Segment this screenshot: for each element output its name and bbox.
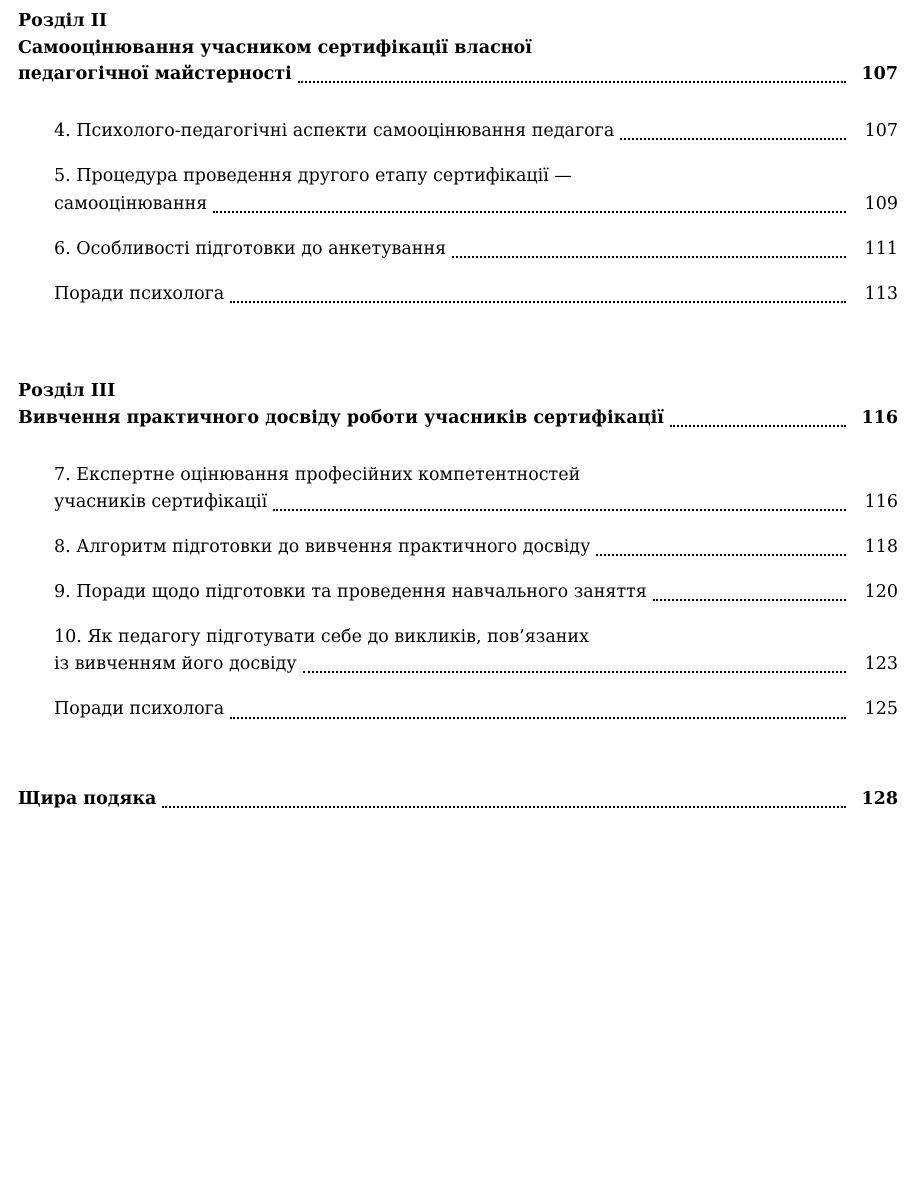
toc-item-label: Поради психолога bbox=[54, 283, 225, 304]
spacer bbox=[18, 218, 898, 236]
toc-item-page: 128 bbox=[861, 788, 898, 809]
section-heading-rozdil-2 bbox=[18, 8, 898, 88]
toc-item-porady-psyhologa-1[interactable] bbox=[54, 281, 898, 308]
dot-leader bbox=[620, 138, 846, 140]
toc-item-page: 120 bbox=[864, 582, 898, 603]
dot-leader bbox=[230, 717, 846, 719]
toc-item-label: 9. Поради щодо підготовки та проведення навчального заняття bbox=[54, 582, 647, 603]
toc-item-page: 109 bbox=[864, 193, 898, 214]
toc-item-page: 118 bbox=[864, 536, 898, 557]
toc-item-page: 123 bbox=[864, 654, 898, 675]
toc-item-last-line bbox=[54, 191, 898, 218]
dot-leader bbox=[653, 599, 846, 601]
toc-item-final-thanks[interactable] bbox=[18, 786, 898, 813]
section-page-number: 107 bbox=[861, 64, 898, 85]
section-page-number: 116 bbox=[861, 407, 898, 428]
section-heading-line-1: Розділ III bbox=[18, 380, 116, 401]
dot-leader bbox=[303, 671, 846, 673]
spacer bbox=[18, 516, 898, 534]
spacer bbox=[18, 561, 898, 579]
dot-leader bbox=[670, 425, 846, 427]
toc-item-label: Щира подяка bbox=[18, 788, 157, 809]
toc-item-label-line-2: самооцінювання bbox=[54, 193, 208, 214]
table-of-contents bbox=[18, 8, 898, 813]
toc-item-label-line-1: 10. Як педагогу підготувати себе до викликів, пов’язаних bbox=[54, 627, 589, 648]
spacer bbox=[18, 263, 898, 281]
toc-item-page: 113 bbox=[864, 283, 898, 304]
toc-item-9[interactable] bbox=[54, 579, 898, 606]
section-heading-lines bbox=[18, 8, 898, 61]
dot-leader bbox=[273, 509, 846, 511]
toc-item-label: Поради психолога bbox=[54, 699, 225, 720]
spacer bbox=[18, 88, 898, 118]
dot-leader bbox=[213, 211, 846, 213]
toc-item-label: 8. Алгоритм підготовки до вивчення практичного досвіду bbox=[54, 536, 591, 557]
toc-item-label: 6. Особливості підготовки до анкетування bbox=[54, 238, 447, 259]
toc-item-page: 125 bbox=[864, 699, 898, 720]
toc-item-porady-psyhologa-2[interactable] bbox=[54, 696, 898, 723]
dot-leader bbox=[298, 81, 846, 83]
toc-item-label: 4. Психолого-педагогічні аспекти самооцінювання педагога bbox=[54, 121, 615, 142]
section-heading-lines bbox=[18, 378, 898, 405]
section-heading-last-line bbox=[18, 61, 898, 88]
toc-item-page: 116 bbox=[864, 491, 898, 512]
toc-item-label-line-1: 7. Експертне оцінювання професійних компетентностей bbox=[54, 464, 581, 485]
spacer bbox=[18, 432, 898, 462]
toc-item-label-line-2: учасників сертифікації bbox=[54, 491, 268, 512]
dot-leader bbox=[452, 256, 846, 258]
spacer bbox=[18, 678, 898, 696]
toc-item-10[interactable] bbox=[54, 624, 898, 678]
section-heading-line-2: Вивчення практичного досвіду роботи учасників сертифікації bbox=[18, 407, 664, 428]
toc-item-6[interactable] bbox=[54, 236, 898, 263]
toc-item-8[interactable] bbox=[54, 534, 898, 561]
toc-item-last-line bbox=[54, 489, 898, 516]
toc-item-last-line bbox=[54, 651, 898, 678]
toc-item-4[interactable] bbox=[54, 118, 898, 145]
section-heading-line-3: педагогічної майстерності bbox=[18, 64, 292, 85]
spacer bbox=[18, 606, 898, 624]
toc-item-page: 107 bbox=[864, 121, 898, 142]
section-heading-line-1: Розділ II bbox=[18, 11, 108, 31]
section-heading-rozdil-3 bbox=[18, 378, 898, 432]
dot-leader bbox=[230, 301, 846, 303]
toc-item-label-line-1: 5. Процедура проведення другого етапу сертифікації — bbox=[54, 166, 572, 187]
spacer bbox=[18, 724, 898, 786]
dot-leader bbox=[162, 806, 846, 808]
dot-leader bbox=[596, 554, 846, 556]
toc-item-5[interactable] bbox=[54, 163, 898, 217]
section-heading-last-line bbox=[18, 405, 898, 432]
toc-item-7[interactable] bbox=[54, 462, 898, 516]
spacer bbox=[18, 308, 898, 378]
spacer bbox=[18, 145, 898, 163]
section-heading-line-2: Самооцінювання учасником сертифікації власної bbox=[18, 37, 532, 58]
toc-item-page: 111 bbox=[864, 238, 898, 259]
toc-item-label-line-2: із вивченням його досвіду bbox=[54, 654, 297, 675]
